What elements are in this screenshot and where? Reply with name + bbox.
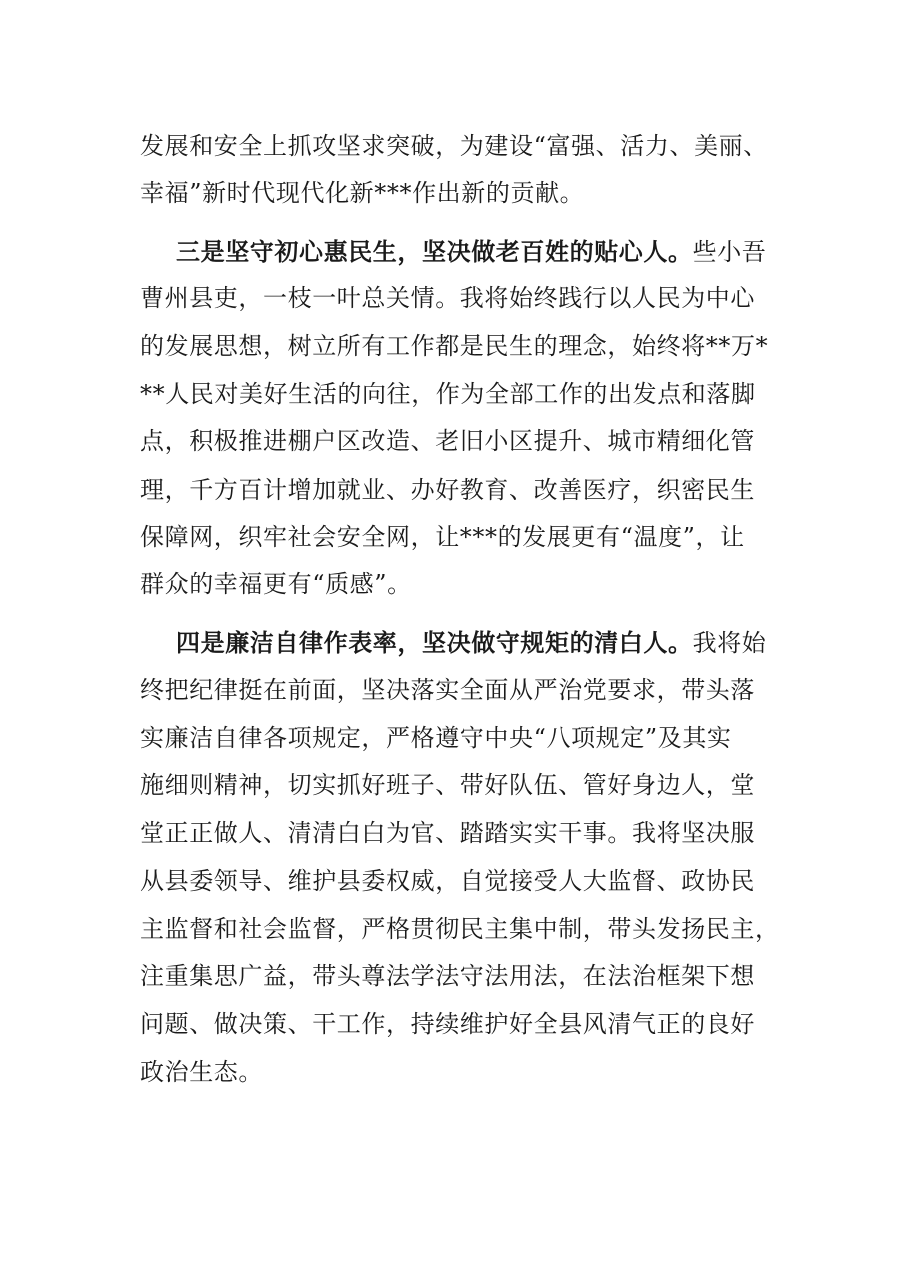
text-line: 保障网，织牢社会安全网，让***的发展更有“温度”，让 [140, 523, 745, 551]
paragraph-four-heading: 四是廉洁自律作表率，坚决做守规矩的清白人。 [176, 629, 693, 657]
text-line: 发展和安全上抓攻坚求突破，为建设“富强、活力、美丽、 [140, 132, 768, 160]
text-line: 点，积极推进棚户区改造、老旧小区提升、城市精细化管 [140, 427, 755, 455]
text-line: 实廉洁自律各项规定，严格遵守中央“八项规定”及其实 [140, 724, 732, 752]
text-line: 幸福”新时代现代化新***作出新的贡献。 [140, 179, 585, 207]
text-run: 些小吾 [692, 238, 767, 266]
text-run: 我将始 [692, 629, 767, 657]
text-line: 从县委领导、维护县委权威，自觉接受人大监督、政协民 [140, 867, 755, 895]
text-line: 终把纪律挺在前面，坚决落实全面从严治党要求，带头落 [140, 676, 755, 704]
text-line: 堂正正做人、清清白白为官、踏踏实实干事。我将坚决服 [140, 819, 755, 847]
text-line: 主监督和社会监督，严格贯彻民主集中制，带头发扬民主， [140, 915, 780, 943]
text-line: 施细则精神，切实抓好班子、带好队伍、管好身边人，堂 [140, 771, 755, 799]
text-line: 的发展思想，树立所有工作都是民生的理念，始终将**万* [140, 332, 769, 360]
text-line: 理，千方百计增加就业、办好教育、改善医疗，织密民生 [140, 476, 755, 504]
text-line: **人民对美好生活的向往，作为全部工作的出发点和落脚 [140, 380, 756, 408]
paragraph-three-heading: 三是坚守初心惠民生，坚决做老百姓的贴心人。 [176, 238, 693, 266]
text-line: 政治生态。 [140, 1058, 263, 1086]
paragraph-four-first-line [176, 618, 770, 668]
paragraph-three-first-line [176, 227, 770, 277]
text-line: 问题、做决策、干工作，持续维护好全县风清气正的良好 [140, 1010, 755, 1038]
text-line: 群众的幸福更有“质感”。 [140, 570, 412, 598]
text-line: 注重集思广益，带头尊法学法守法用法，在法治框架下想 [140, 962, 755, 990]
text-line: 曹州县吏，一枝一叶总关情。我将始终践行以人民为中心 [140, 284, 755, 312]
